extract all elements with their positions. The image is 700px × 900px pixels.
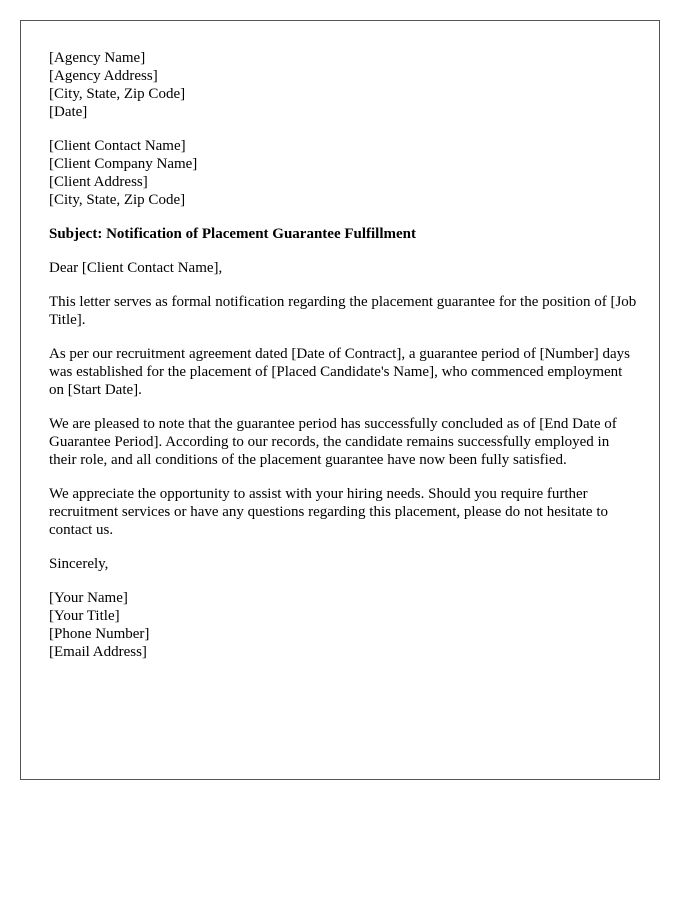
signer-email: [Email Address]: [49, 644, 147, 660]
client-address: [Client Address]: [49, 174, 148, 190]
client-city-state-zip: [City, State, Zip Code]: [49, 192, 186, 208]
body-paragraph: As per our recruitment agreement dated [Date of Contract], a guarantee period of [Number] days was established for the placement of [Placed Candidate's Name], who commenced employment on [Start Date].: [49, 346, 631, 398]
agency-city-state-zip: [City, State, Zip Code]: [49, 86, 186, 102]
body-paragraph: We appreciate the opportunity to assist with your hiring needs. Should you require further recruitment services or have any questions regarding this placement, please do not hesitate to contact us.: [49, 486, 608, 538]
letter-date: [Date]: [49, 104, 88, 120]
closing: Sincerely,: [49, 556, 109, 572]
salutation: Dear [Client Contact Name],: [49, 260, 223, 276]
client-contact-name: [Client Contact Name]: [49, 138, 186, 154]
recipient-block: [49, 137, 639, 209]
agency-name: [Agency Name]: [49, 50, 146, 66]
body-paragraph: This letter serves as formal notification regarding the placement guarantee for the position of [Job Title].: [49, 294, 637, 328]
body-paragraph: We are pleased to note that the guarantee period has successfully concluded as of [End Date of Guarantee Period]. According to our records, the candidate remains successfully employed in their role, and all conditions of the placement guarantee have now been fully satisfied.: [49, 416, 617, 468]
letter-page: [20, 20, 660, 780]
subject-line: Subject: Notification of Placement Guarantee Fulfillment: [49, 226, 417, 242]
client-company-name: [Client Company Name]: [49, 156, 198, 172]
signer-title: [Your Title]: [49, 608, 120, 624]
signer-name: [Your Name]: [49, 590, 128, 606]
signer-phone: [Phone Number]: [49, 626, 150, 642]
agency-address: [Agency Address]: [49, 68, 158, 84]
letter-content: [49, 49, 639, 677]
signature-block: [49, 589, 639, 661]
sender-block: [49, 49, 639, 121]
